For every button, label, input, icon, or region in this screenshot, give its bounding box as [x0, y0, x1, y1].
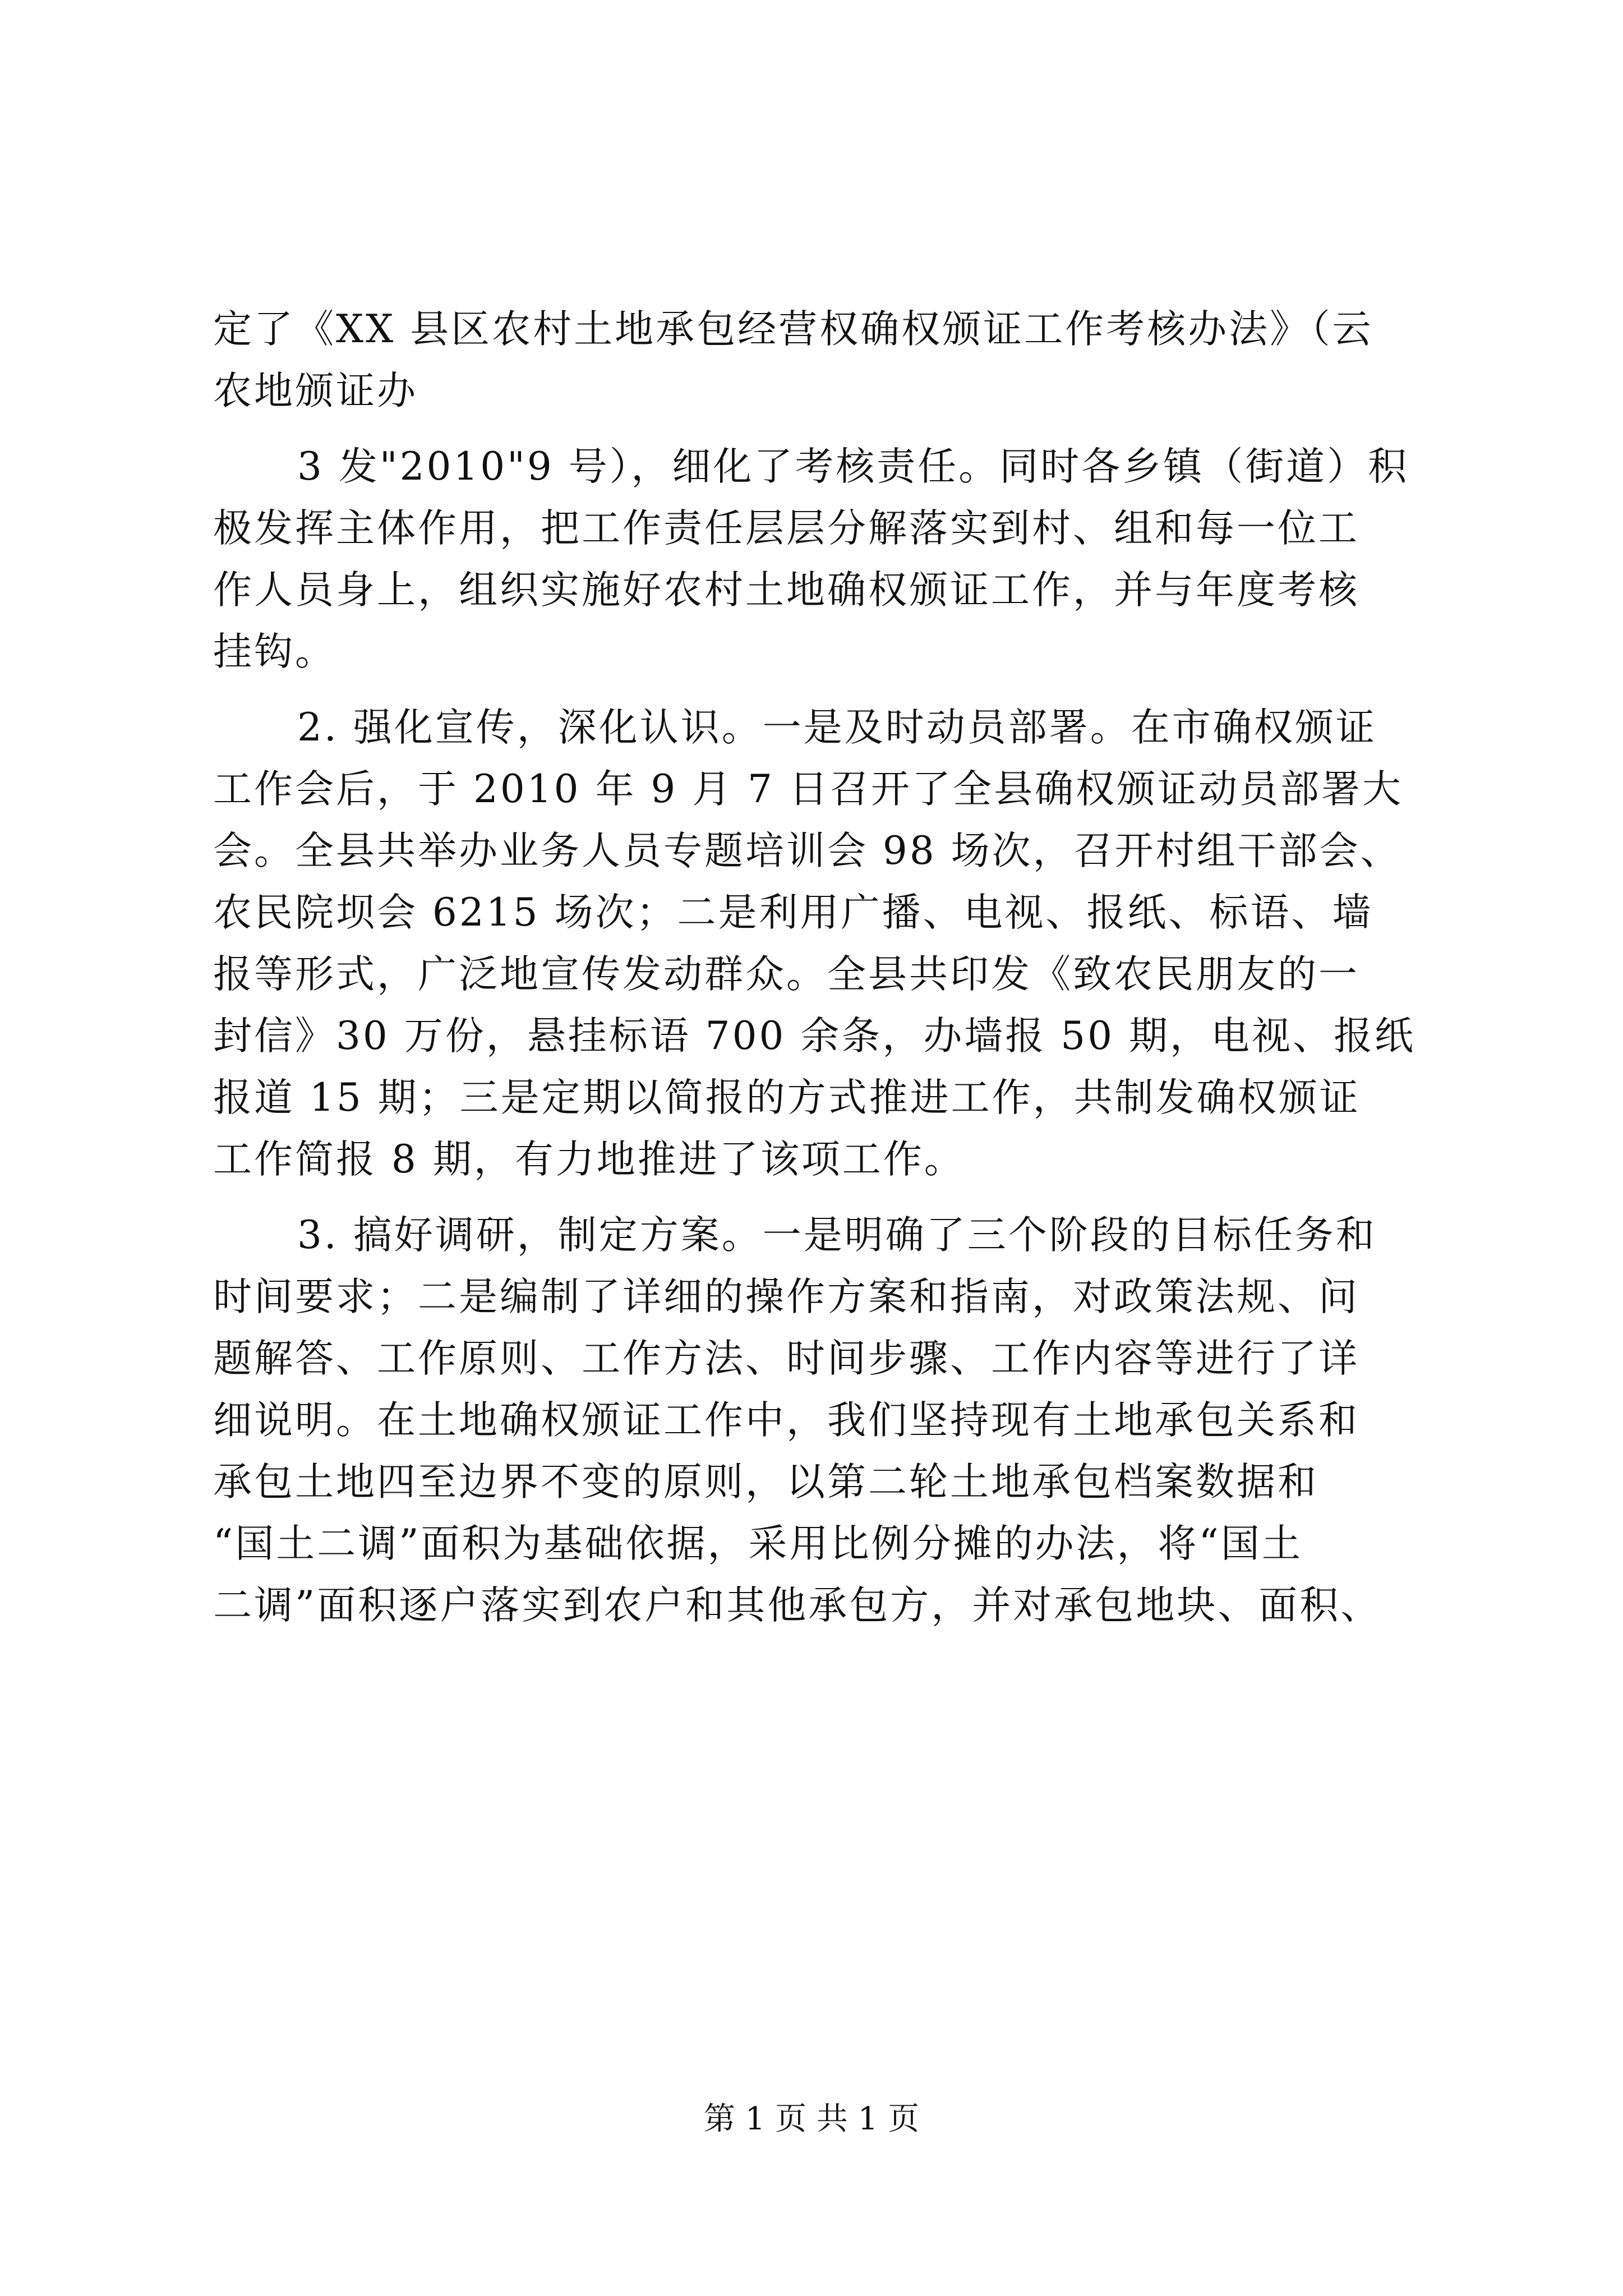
text-line: 极发挥主体作用，把工作责任层层分解落实到村、组和每一位工: [213, 506, 1359, 551]
text-line: 2. 强化宣传，深化认识。一是及时动员部署。在市确权颁证: [297, 705, 1377, 750]
text-line: 3 发"2010"9 号），细化了考核责任。同时各乡镇（街道）积: [297, 444, 1409, 489]
text-line: 报道 15 期；三是定期以简报的方式推进工作，共制发确权颁证: [213, 1075, 1361, 1120]
text-line: 农民院坝会 6215 场次；二是利用广播、电视、报纸、标语、墙: [213, 890, 1373, 935]
text-line: “国土二调”面积为基础依据，采用比例分摊的办法，将“国土: [213, 1521, 1303, 1566]
text-line: 二调”面积逐户落实到农户和其他承包方，并对承包地块、面积、: [213, 1583, 1382, 1628]
page-number-footer: 第 1 页 共 1 页: [703, 2101, 920, 2137]
text-line: 题解答、工作原则、工作方法、时间步骤、工作内容等进行了详: [213, 1336, 1359, 1381]
text-line: 作人员身上，组织实施好农村土地确权颁证工作，并与年度考核: [213, 568, 1359, 613]
text-line: 工作会后，于 2010 年 9 月 7 日召开了全县确权颁证动员部署大: [213, 767, 1403, 812]
text-line: 定了《XX 县区农村土地承包经营权确权颁证工作考核办法》（云: [213, 307, 1373, 352]
text-line: 农地颁证办: [213, 369, 418, 413]
text-line: 挂钩。: [213, 629, 336, 674]
text-line: 细说明。在土地确权颁证工作中，我们坚持现有土地承包关系和: [213, 1398, 1359, 1443]
text-line: 时间要求；二是编制了详细的操作方案和指南，对政策法规、问: [213, 1274, 1359, 1319]
text-line: 工作简报 8 期，有力地推进了该项工作。: [213, 1137, 965, 1182]
text-line: 承包土地四至边界不变的原则，以第二轮土地承包档案数据和: [213, 1460, 1318, 1504]
text-line: 封信》30 万份，悬挂标语 700 余条，办墙报 50 期，电视、报纸: [213, 1014, 1415, 1059]
text-line: 报等形式，广泛地宣传发动群众。全县共印发《致农民朋友的一: [213, 952, 1359, 997]
text-line: 会。全县共举办业务人员专题培训会 98 场次，召开村组干部会、: [213, 829, 1401, 873]
text-line: 3. 搞好调研，制定方案。一是明确了三个阶段的目标任务和: [297, 1213, 1377, 1258]
